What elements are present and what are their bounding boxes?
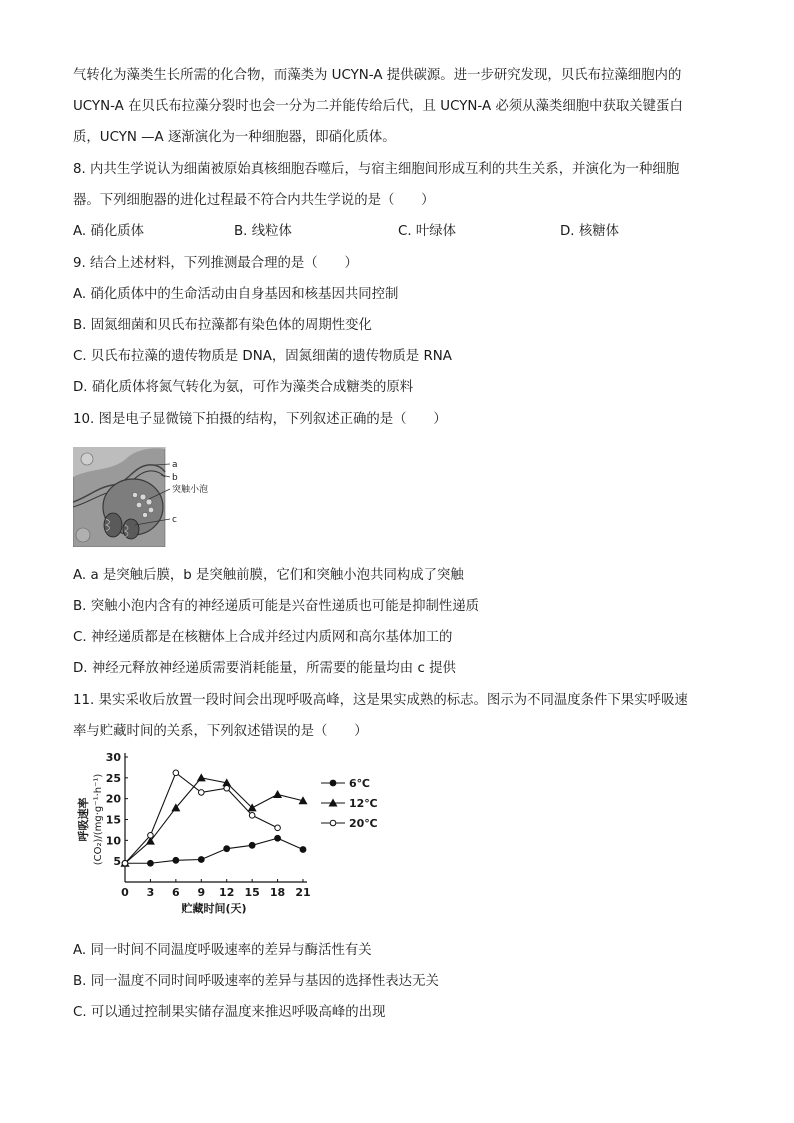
label-b: b xyxy=(172,473,178,483)
q11-option-c: C. 可以通过控制果实储存温度来推迟呼吸高峰的出现 xyxy=(73,1005,386,1020)
y-tick-label: 20 xyxy=(105,792,121,806)
intro-line-3: 质，UCYN —A 逐渐演化为一种细胞器，即硝化质体。 xyxy=(73,130,396,145)
q10-option-b: B. 突触小泡内含有的神经递质可能是兴奋性递质也可能是抑制性递质 xyxy=(73,599,480,614)
series-2-point xyxy=(148,833,154,839)
q8-option-b: B. 线粒体 xyxy=(234,224,292,239)
series-0-point xyxy=(198,856,205,863)
series-0-point xyxy=(147,860,154,867)
respiration-rate-chart xyxy=(73,745,393,935)
series-2-point xyxy=(224,785,230,791)
x-tick-label: 21 xyxy=(295,886,311,899)
series-0-point xyxy=(223,845,230,852)
q8-option-a: A. 硝化质体 xyxy=(73,224,144,239)
y-tick-label: 15 xyxy=(105,813,121,827)
legend-label-2: 20℃ xyxy=(349,817,378,830)
series-1-point xyxy=(197,773,206,781)
q9-option-b: B. 固氮细菌和贝氏布拉藻都有染色体的周期性变化 xyxy=(73,318,372,333)
series-2-point xyxy=(249,813,255,819)
x-tick-label: 3 xyxy=(146,886,155,899)
y-axis-label-line2: (CO₂)/(mg·g⁻¹·h⁻¹) xyxy=(93,773,104,866)
legend-label-0: 6℃ xyxy=(349,777,370,790)
q10-option-a: A. a 是突触后膜，b 是突触前膜，它们和突触小泡共同构成了突触 xyxy=(73,568,464,583)
q11-option-b: B. 同一温度不同时间呼吸速率的差异与基因的选择性表达无关 xyxy=(73,974,439,989)
series-0-point xyxy=(274,835,281,842)
chart-axes xyxy=(106,751,311,899)
legend-marker-0 xyxy=(330,780,337,787)
q11-stem-line-1: 11. 果实采收后放置一段时间会出现呼吸高峰，这是果实成熟的标志。图示为不同温度条件下果实呼吸速 xyxy=(73,693,688,708)
label-vesicle: 突触小泡 xyxy=(172,485,209,495)
series-0-point xyxy=(249,842,256,849)
y-axis-label-line1: 呼吸速率 xyxy=(77,797,90,842)
mitochondrion-shape-2 xyxy=(123,519,139,539)
chart-legend xyxy=(321,777,378,830)
x-tick-label: 18 xyxy=(269,886,286,899)
q9-option-d: D. 硝化质体将氮气转化为氨，可作为藻类合成糖类的原料 xyxy=(73,380,414,395)
q9-option-c: C. 贝氏布拉藻的遗传物质是 DNA，固氮细菌的遗传物质是 RNA xyxy=(73,349,452,364)
series-1-point xyxy=(273,790,282,798)
q11-stem-line-2: 率与贮藏时间的关系，下列叙述错误的是（ ） xyxy=(73,724,368,739)
y-tick-label: 5 xyxy=(113,855,121,869)
series-0-point xyxy=(172,857,179,864)
q8-stem-line-2: 器。下列细胞器的进化过程最不符合内共生学说的是（ ） xyxy=(73,193,435,208)
y-tick-label: 25 xyxy=(105,771,121,785)
label-a: a xyxy=(172,460,178,470)
q9-option-a: A. 硝化质体中的生命活动由自身基因和核基因共同控制 xyxy=(73,287,399,302)
series-2-point xyxy=(173,770,179,776)
q8-stem-line-1: 8. 内共生学说认为细菌被原始真核细胞吞噬后，与宿主细胞间形成互利的共生关系，并演化为一种细胞 xyxy=(73,162,680,177)
electron-micrograph-figure xyxy=(73,447,223,547)
q10-option-d: D. 神经元释放神经递质需要消耗能量，所需要的能量均由 c 提供 xyxy=(73,661,456,676)
y-tick-label: 10 xyxy=(105,834,121,848)
legend-label-1: 12℃ xyxy=(349,797,378,810)
x-tick-label: 6 xyxy=(172,886,180,899)
intro-line-2: UCYN-A 在贝氏布拉藻分裂时也会一分为二并能传给后代，且 UCYN-A 必须从藻类细胞中获取关键蛋白 xyxy=(73,99,683,114)
series-0-point xyxy=(300,846,307,853)
q10-stem: 10. 图是电子显微镜下拍摄的结构，下列叙述正确的是（ ） xyxy=(73,412,447,427)
chart-plot-area xyxy=(121,770,308,867)
series-2-point xyxy=(198,790,204,796)
series-2-point xyxy=(275,825,281,831)
x-tick-label: 9 xyxy=(197,886,206,899)
series-2-point xyxy=(122,860,128,866)
q11-option-a: A. 同一时间不同温度呼吸速率的差异与酶活性有关 xyxy=(73,943,372,958)
series-line-2 xyxy=(125,773,278,863)
q9-stem: 9. 结合上述材料，下列推测最合理的是（ ） xyxy=(73,256,358,271)
intro-line-1: 气转化为藻类生长所需的化合物，而藻类为 UCYN-A 提供碳源。进一步研究发现，贝氏布拉藻细胞内的 xyxy=(73,68,682,83)
x-tick-label: 15 xyxy=(244,886,260,899)
label-c: c xyxy=(172,515,177,525)
legend-marker-2 xyxy=(330,820,336,826)
x-tick-label: 0 xyxy=(121,886,129,899)
x-tick-label: 12 xyxy=(219,886,235,899)
y-tick-label: 30 xyxy=(105,751,121,764)
x-axis-label: 贮藏时间(天) xyxy=(181,902,247,915)
q10-option-c: C. 神经递质都是在核糖体上合成并经过内质网和高尔基体加工的 xyxy=(73,630,453,645)
q8-option-c: C. 叶绿体 xyxy=(398,224,457,239)
q8-option-d: D. 核糖体 xyxy=(560,224,619,239)
